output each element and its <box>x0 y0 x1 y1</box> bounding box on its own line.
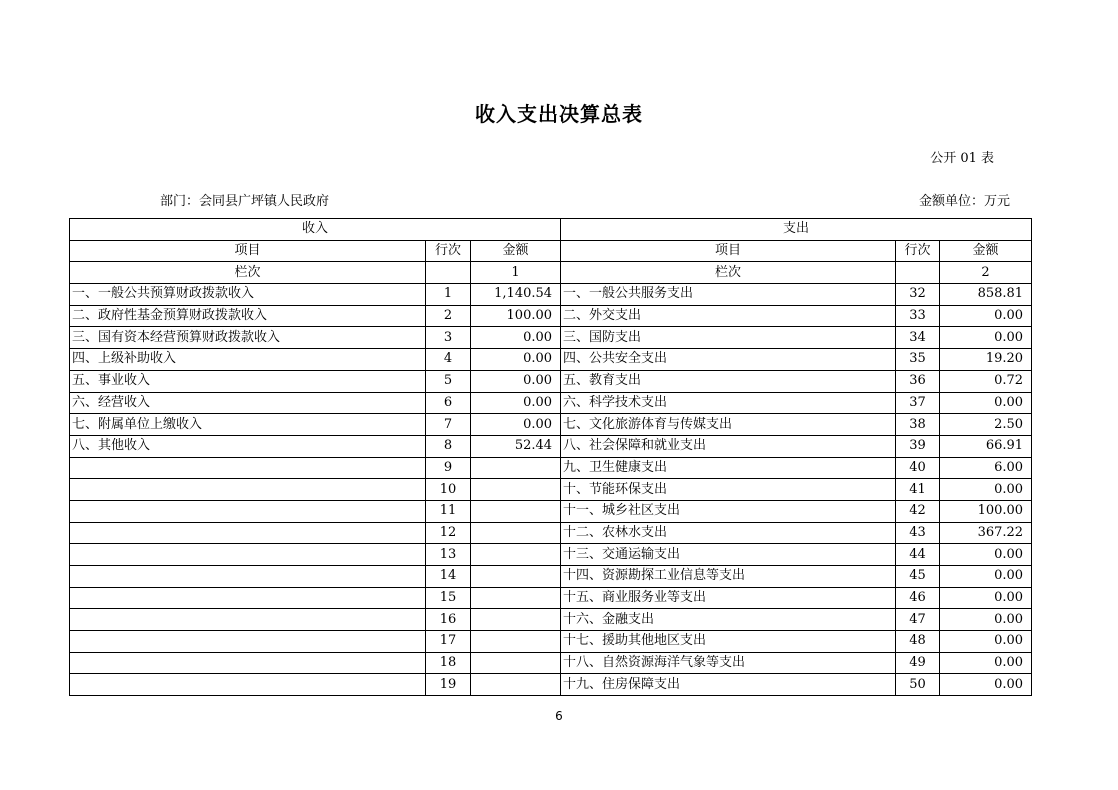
expense-col-label: 栏次 <box>561 262 896 284</box>
column-header-row <box>70 240 1032 262</box>
income-row-no-cell: 6 <box>426 392 471 414</box>
income-amount-cell: 0.00 <box>471 414 561 436</box>
income-row-no-cell: 9 <box>426 457 471 479</box>
expense-amount-cell: 858.81 <box>940 284 1032 306</box>
income-item-cell: 四、上级补助收入 <box>70 349 426 371</box>
expense-amount-cell: 2.50 <box>940 414 1032 436</box>
income-amount-cell: 100.00 <box>471 305 561 327</box>
expense-col-number: 2 <box>940 262 1032 284</box>
income-row-no-cell: 12 <box>426 522 471 544</box>
table-row <box>70 609 1032 631</box>
table-row <box>70 652 1032 674</box>
table-row <box>70 349 1032 371</box>
expense-amount-cell: 0.00 <box>940 652 1032 674</box>
income-row-no-cell: 2 <box>426 305 471 327</box>
table-row <box>70 435 1032 457</box>
table-row <box>70 631 1032 653</box>
expense-item-cell: 二、外交支出 <box>561 305 896 327</box>
expense-row-no-cell: 34 <box>896 327 940 349</box>
income-row-no-header: 行次 <box>426 240 471 262</box>
expense-row-no-cell: 49 <box>896 652 940 674</box>
expense-amount-cell: 0.00 <box>940 544 1032 566</box>
expense-col-blank <box>896 262 940 284</box>
amount-unit-label: 金额单位：万元 <box>918 194 1010 209</box>
expense-row-no-cell: 42 <box>896 500 940 522</box>
expense-amount-cell: 100.00 <box>940 500 1032 522</box>
income-row-no-cell: 8 <box>426 435 471 457</box>
income-item-cell <box>70 479 426 501</box>
income-row-no-cell: 10 <box>426 479 471 501</box>
expense-amount-cell: 0.00 <box>940 674 1032 696</box>
income-amount-cell <box>471 609 561 631</box>
expense-row-no-cell: 39 <box>896 435 940 457</box>
expense-item-cell: 六、科学技术支出 <box>561 392 896 414</box>
table-row <box>70 500 1032 522</box>
income-section-header: 收入 <box>70 219 561 241</box>
expense-amount-cell: 0.00 <box>940 631 1032 653</box>
expense-item-cell: 五、教育支出 <box>561 370 896 392</box>
expense-amount-cell: 0.00 <box>940 327 1032 349</box>
income-amount-cell <box>471 566 561 588</box>
expense-amount-cell: 0.00 <box>940 305 1032 327</box>
income-item-header: 项目 <box>70 240 426 262</box>
expense-item-cell: 一、一般公共服务支出 <box>561 284 896 306</box>
expense-item-cell: 十九、住房保障支出 <box>561 674 896 696</box>
expense-item-cell: 十一、城乡社区支出 <box>561 500 896 522</box>
expense-amount-cell: 0.00 <box>940 566 1032 588</box>
table-row <box>70 479 1032 501</box>
income-col-number: 1 <box>471 262 561 284</box>
column-number-row <box>70 262 1032 284</box>
income-amount-cell: 0.00 <box>471 349 561 371</box>
income-row-no-cell: 7 <box>426 414 471 436</box>
expense-item-cell: 十五、商业服务业等支出 <box>561 587 896 609</box>
income-row-no-cell: 17 <box>426 631 471 653</box>
expense-amount-cell: 6.00 <box>940 457 1032 479</box>
table-row <box>70 566 1032 588</box>
expense-amount-cell: 66.91 <box>940 435 1032 457</box>
table-row <box>70 284 1032 306</box>
income-item-cell <box>70 522 426 544</box>
table-row <box>70 587 1032 609</box>
income-row-no-cell: 15 <box>426 587 471 609</box>
expense-row-no-cell: 48 <box>896 631 940 653</box>
income-row-no-cell: 3 <box>426 327 471 349</box>
expense-amount-cell: 0.00 <box>940 479 1032 501</box>
income-row-no-cell: 19 <box>426 674 471 696</box>
table-row <box>70 327 1032 349</box>
income-item-cell <box>70 587 426 609</box>
income-amount-cell: 0.00 <box>471 327 561 349</box>
expense-row-no-cell: 50 <box>896 674 940 696</box>
income-amount-cell <box>471 479 561 501</box>
expense-row-no-cell: 46 <box>896 587 940 609</box>
department-label: 部门：会同县广坪镇人民政府 <box>160 194 330 209</box>
expense-amount-cell: 0.00 <box>940 609 1032 631</box>
expense-section-header: 支出 <box>561 219 1032 241</box>
income-amount-cell <box>471 457 561 479</box>
income-item-cell: 七、附属单位上缴收入 <box>70 414 426 436</box>
expense-row-no-cell: 36 <box>896 370 940 392</box>
expense-row-no-cell: 43 <box>896 522 940 544</box>
income-row-no-cell: 13 <box>426 544 471 566</box>
income-item-cell: 六、经营收入 <box>70 392 426 414</box>
expense-item-cell: 七、文化旅游体育与传媒支出 <box>561 414 896 436</box>
income-row-no-cell: 18 <box>426 652 471 674</box>
expense-row-no-cell: 35 <box>896 349 940 371</box>
expense-amount-cell: 367.22 <box>940 522 1032 544</box>
expense-row-no-cell: 38 <box>896 414 940 436</box>
expense-item-cell: 十七、援助其他地区支出 <box>561 631 896 653</box>
expense-item-cell: 十三、交通运输支出 <box>561 544 896 566</box>
expense-amount-cell: 0.00 <box>940 392 1032 414</box>
table-row <box>70 674 1032 696</box>
income-amount-cell: 52.44 <box>471 435 561 457</box>
expense-row-no-cell: 33 <box>896 305 940 327</box>
expense-item-cell: 十、节能环保支出 <box>561 479 896 501</box>
expense-item-header: 项目 <box>561 240 896 262</box>
table-row <box>70 544 1032 566</box>
income-row-no-cell: 4 <box>426 349 471 371</box>
expense-row-no-cell: 37 <box>896 392 940 414</box>
income-item-cell <box>70 457 426 479</box>
income-item-cell <box>70 544 426 566</box>
expense-amount-header: 金额 <box>940 240 1032 262</box>
income-amount-cell <box>471 652 561 674</box>
expense-row-no-header: 行次 <box>896 240 940 262</box>
income-item-cell <box>70 500 426 522</box>
expense-row-no-cell: 41 <box>896 479 940 501</box>
expense-row-no-cell: 32 <box>896 284 940 306</box>
income-row-no-cell: 1 <box>426 284 471 306</box>
expense-item-cell: 九、卫生健康支出 <box>561 457 896 479</box>
income-amount-cell <box>471 631 561 653</box>
table-row <box>70 370 1032 392</box>
expense-item-cell: 三、国防支出 <box>561 327 896 349</box>
income-amount-cell <box>471 500 561 522</box>
income-item-cell: 八、其他收入 <box>70 435 426 457</box>
table-row <box>70 392 1032 414</box>
table-row <box>70 457 1032 479</box>
table-row <box>70 305 1032 327</box>
expense-amount-cell: 19.20 <box>940 349 1032 371</box>
income-item-cell: 一、一般公共预算财政拨款收入 <box>70 284 426 306</box>
income-row-no-cell: 11 <box>426 500 471 522</box>
income-col-blank <box>426 262 471 284</box>
expense-amount-cell: 0.72 <box>940 370 1032 392</box>
income-amount-cell <box>471 674 561 696</box>
expense-item-cell: 四、公共安全支出 <box>561 349 896 371</box>
income-row-no-cell: 14 <box>426 566 471 588</box>
form-number: 公开 01 表 <box>930 151 994 166</box>
income-item-cell: 二、政府性基金预算财政拨款收入 <box>70 305 426 327</box>
income-item-cell <box>70 674 426 696</box>
income-item-cell <box>70 609 426 631</box>
table-row <box>70 414 1032 436</box>
income-amount-cell <box>471 522 561 544</box>
income-row-no-cell: 5 <box>426 370 471 392</box>
expense-item-cell: 十二、农林水支出 <box>561 522 896 544</box>
income-amount-cell: 0.00 <box>471 392 561 414</box>
income-expense-table <box>69 218 1032 696</box>
section-header-row <box>70 219 1032 241</box>
expense-item-cell: 八、社会保障和就业支出 <box>561 435 896 457</box>
income-item-cell <box>70 652 426 674</box>
income-amount-cell: 1,140.54 <box>471 284 561 306</box>
expense-row-no-cell: 40 <box>896 457 940 479</box>
expense-amount-cell: 0.00 <box>940 587 1032 609</box>
page-title: 收入支出决算总表 <box>475 102 643 126</box>
expense-row-no-cell: 47 <box>896 609 940 631</box>
income-amount-cell <box>471 587 561 609</box>
income-item-cell: 三、国有资本经营预算财政拨款收入 <box>70 327 426 349</box>
expense-row-no-cell: 45 <box>896 566 940 588</box>
income-item-cell: 五、事业收入 <box>70 370 426 392</box>
income-amount-cell: 0.00 <box>471 370 561 392</box>
income-amount-cell <box>471 544 561 566</box>
income-row-no-cell: 16 <box>426 609 471 631</box>
income-item-cell <box>70 631 426 653</box>
page-number: 6 <box>555 709 563 723</box>
expense-item-cell: 十六、金融支出 <box>561 609 896 631</box>
table-row <box>70 522 1032 544</box>
expense-item-cell: 十八、自然资源海洋气象等支出 <box>561 652 896 674</box>
expense-row-no-cell: 44 <box>896 544 940 566</box>
income-item-cell <box>70 566 426 588</box>
expense-item-cell: 十四、资源勘探工业信息等支出 <box>561 566 896 588</box>
income-amount-header: 金额 <box>471 240 561 262</box>
income-col-label: 栏次 <box>70 262 426 284</box>
